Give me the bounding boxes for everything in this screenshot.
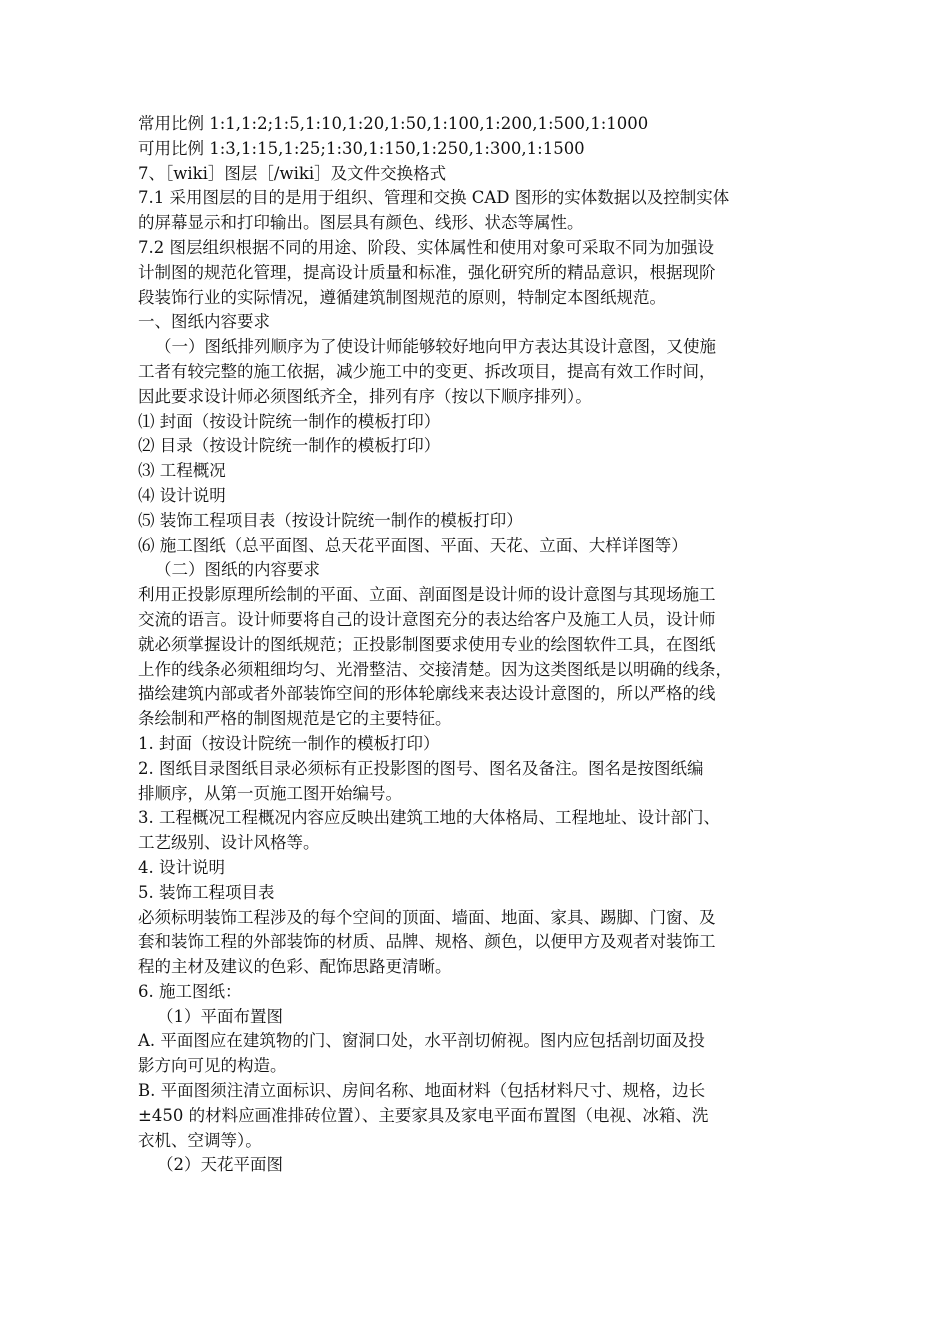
text-line: ⑸ 装饰工程项目表（按设计院统一制作的模板打印） [138, 510, 523, 530]
text-line: 1. 封面（按设计院统一制作的模板打印） [138, 733, 440, 753]
text-line: 交流的语言。设计师要将自己的设计意图充分的表达给客户及施工人员，设计师 [138, 609, 716, 629]
text-line: ⑶ 工程概况 [138, 461, 226, 481]
text-line: 7.1 采用图层的目的是用于组织、管理和交换 CAD 图形的实体数据以及控制实体 [138, 188, 730, 208]
text-line: 因此要求设计师必须图纸齐全，排列有序（按以下顺序排列）。 [138, 386, 592, 406]
text-line: 工艺级别、设计风格等。 [138, 833, 320, 853]
text-line: 可用比例 1:3,1:15,1:25;1:30,1:150,1:250,1:300,1:1500 [138, 138, 585, 158]
text-line: B. 平面图须注清立面标识、房间名称、地面材料（包括材料尺寸、规格，边长 [138, 1081, 706, 1101]
text-line: 程的主材及建议的色彩、配饰思路更清晰。 [138, 957, 452, 977]
text-line: 7.2 图层组织根据不同的用途、阶段、实体属性和使用对象可采取不同为加强设 [138, 237, 714, 257]
text-line: 一、图纸内容要求 [138, 312, 270, 332]
text-line: 的屏幕显示和打印输出。图层具有颜色、线形、状态等属性。 [138, 213, 584, 233]
text-line: ±450 的材料应画准排砖位置）、主要家具及家电平面布置图（电视、冰箱、洗 [138, 1105, 709, 1125]
text-line: 4. 设计说明 [138, 857, 225, 877]
text-line: ⑵ 目录（按设计院统一制作的模板打印） [138, 436, 441, 456]
text-line: 排顺序，从第一页施工图开始编号。 [138, 783, 402, 803]
text-line: 利用正投影原理所绘制的平面、立面、剖面图是设计师的设计意图与其现场施工 [138, 585, 716, 605]
text-line: 2. 图纸目录图纸目录必须标有正投影图的图号、图名及备注。图名是按图纸编 [138, 758, 704, 778]
text-line: 衣机、空调等）。 [138, 1130, 262, 1150]
text-line: A. 平面图应在建筑物的门、窗洞口处，水平剖切俯视。图内应包括剖切面及投 [138, 1031, 705, 1051]
text-line: （2）天花平面图 [157, 1155, 283, 1175]
text-line: 计制图的规范化管理，提高设计质量和标准，强化研究所的精品意识，根据现阶 [138, 262, 716, 282]
text-line: 5. 装饰工程项目表 [138, 882, 275, 902]
text-line: 3. 工程概况工程概况内容应反映出建筑工地的大体格局、工程地址、设计部门、 [138, 808, 720, 828]
text-line: 必须标明装饰工程涉及的每个空间的顶面、墙面、地面、家具、踢脚、门窗、及 [138, 907, 716, 927]
text-line: 段装饰行业的实际情况，遵循建筑制图规范的原则，特制定本图纸规范。 [138, 287, 666, 307]
text-line: （1）平面布置图 [157, 1006, 283, 1026]
text-line: 影方向可见的构造。 [138, 1056, 287, 1076]
text-line: 就必须掌握设计的图纸规范；正投影制图要求使用专业的绘图软件工具，在图纸 [138, 634, 716, 654]
text-line: ⑹ 施工图纸（总平面图、总天花平面图、平面、天花、立面、大样详图等） [138, 535, 688, 555]
text-line: 条绘制和严格的制图规范是它的主要特征。 [138, 709, 452, 729]
text-line: 7、［wiki］图层［/wiki］及文件交换格式 [138, 163, 447, 183]
text-line: 上作的线条必须粗细均匀、光滑整洁、交接清楚。因为这类图纸是以明确的线条， [138, 659, 732, 679]
text-line: ⑷ 设计说明 [138, 485, 226, 505]
text-line: 6. 施工图纸： [138, 981, 242, 1001]
text-line: 工者有较完整的施工依据，减少施工中的变更、拆改项目，提高有效工作时间， [138, 361, 716, 381]
text-line: ⑴ 封面（按设计院统一制作的模板打印） [138, 411, 441, 431]
text-line: 常用比例 1:1,1:2;1:5,1:10,1:20,1:50,1:100,1:200,1:500,1:1000 [138, 114, 649, 133]
text-line: 套和装饰工程的外部装饰的材质、品牌、规格、颜色，以便甲方及观者对装饰工 [138, 932, 716, 952]
text-line: （二）图纸的内容要求 [155, 560, 320, 580]
text-line: （一）图纸排列顺序为了使设计师能够较好地向甲方表达其设计意图，又使施 [155, 337, 716, 357]
document-body [138, 112, 838, 1178]
text-line: 描绘建筑内部或者外部装饰空间的形体轮廓线来表达设计意图的，所以严格的线 [138, 684, 716, 704]
